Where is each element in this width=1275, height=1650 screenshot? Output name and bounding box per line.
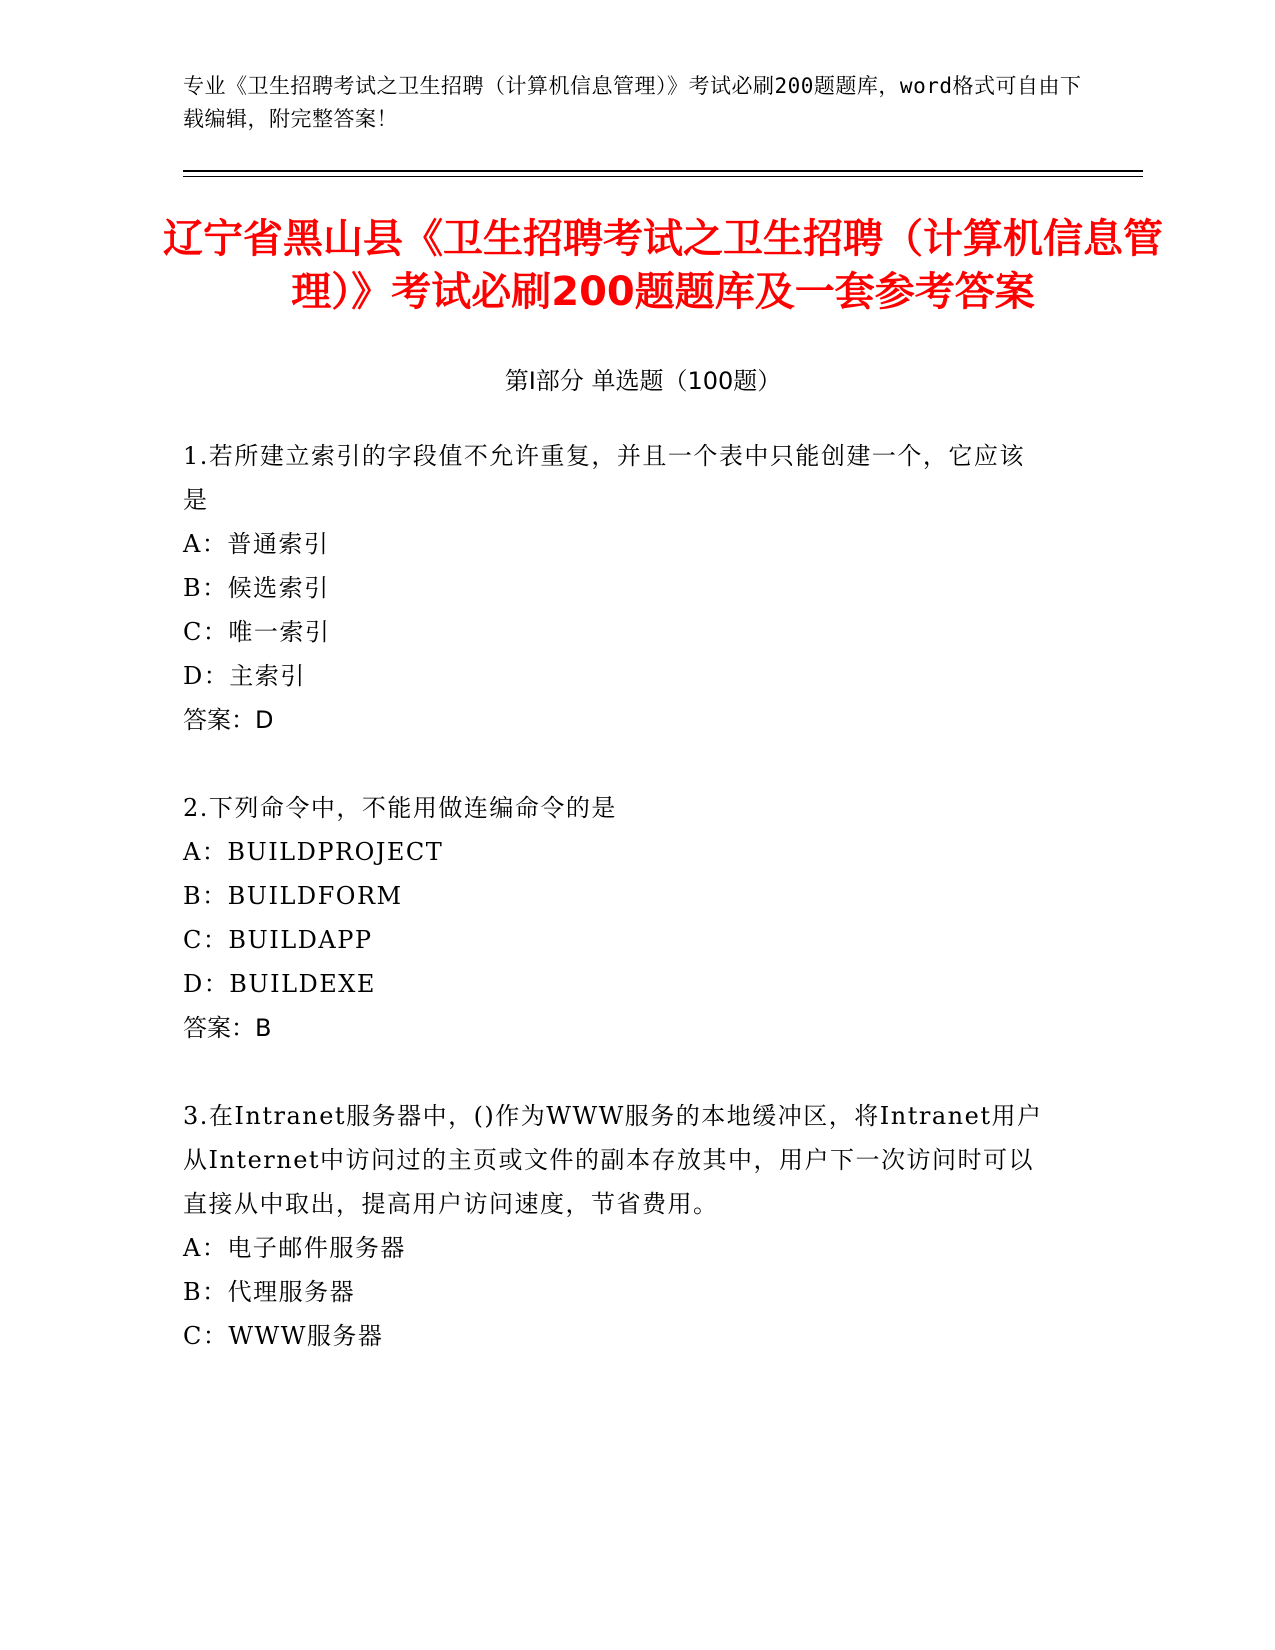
answer-line: 答案：B	[183, 1014, 272, 1042]
option-b: B：BUILDFORM	[183, 882, 403, 910]
option-c: C：WWW服务器	[183, 1322, 384, 1350]
option-a: A：BUILDPROJECT	[183, 838, 444, 866]
question-stem: 1.若所建立索引的字段值不允许重复，并且一个表中只能创建一个，它应该是	[183, 442, 1025, 514]
section-heading: 第Ⅰ部分 单选题（100题）	[504, 367, 782, 395]
question-1	[183, 434, 1143, 742]
option-a: A：普通索引	[183, 530, 330, 558]
question-2	[183, 786, 1143, 1050]
header-divider	[183, 170, 1143, 177]
answer-line: 答案：D	[183, 706, 274, 734]
option-d: D：BUILDEXE	[183, 970, 376, 998]
option-a: A：电子邮件服务器	[183, 1234, 406, 1262]
option-d: D：主索引	[183, 662, 306, 690]
option-c: C：唯一索引	[183, 618, 331, 646]
document-page	[163, 70, 1163, 1358]
option-b: B：候选索引	[183, 574, 330, 602]
question-stem: 2.下列命令中，不能用做连编命令的是	[183, 794, 617, 822]
question-stem: 3.在Intranet服务器中，()作为WWW服务的本地缓冲区，将Intranet用户从Internet中访问过的主页或文件的副本存放其中，用户下一次访问时可以直接从中取出，提高用户访问速度，节省费用。	[183, 1102, 1043, 1218]
document-title: 辽宁省黑山县《卫生招聘考试之卫生招聘（计算机信息管理）》考试必刷200题题库及一套参考答案	[163, 216, 1163, 315]
question-spacer	[183, 742, 1143, 786]
question-spacer	[183, 1050, 1143, 1094]
header-note: 专业《卫生招聘考试之卫生招聘（计算机信息管理）》考试必刷200题题库，word格式可自由下载编辑，附完整答案！	[183, 74, 1082, 131]
question-3	[183, 1094, 1143, 1358]
option-c: C：BUILDAPP	[183, 926, 373, 954]
option-b: B：代理服务器	[183, 1278, 356, 1306]
